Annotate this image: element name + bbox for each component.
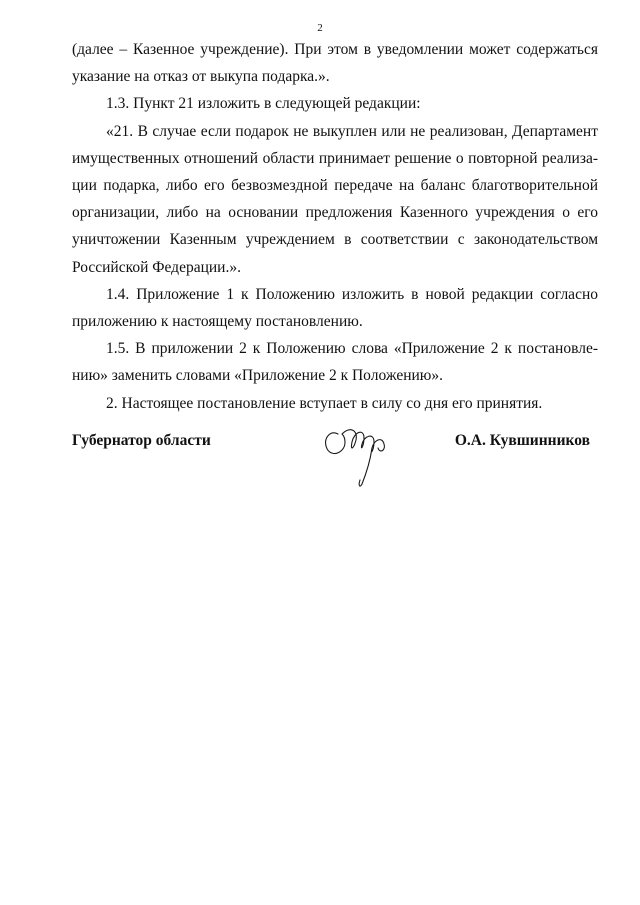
paragraph-item-1-5: 1.5. В приложении 2 к Положению слова «Приложение 2 к постановлению» заменить словами «Приложение 2 к Положению». — [72, 340, 598, 385]
page-number: 2 — [317, 22, 323, 34]
signer-position: Губернатор области — [72, 432, 211, 449]
paragraph-item-21-text: «21. В случае если подарок не выкуплен или не реализован, Департамент имущественных отношений области принимает решение о повторной реализации подарка, либо его безвозмездной передаче на баланс благотворительной организации, либо на основании предложения Казенного учреждения о его уничтожении Казенным учреждением в соответствии с законодательством Российской Федерации.». — [72, 122, 598, 276]
signer-name: О.А. Кувшинников — [454, 432, 590, 449]
document-body — [72, 36, 598, 417]
paragraph-item-2: 2. Настоящее постановление вступает в силу со дня его принятия. — [106, 394, 543, 412]
signature-block — [72, 432, 590, 502]
paragraph-item-1-4: 1.4. Приложение 1 к Положению изложить в новой редакции согласно приложению к настоящему постановлению. — [72, 285, 598, 331]
paragraph-continuation: (далее – Казенное учреждение). При этом в уведомлении может содержаться указание на отказ от выкупа подарка.». — [72, 41, 598, 86]
handwritten-signature-icon — [320, 420, 400, 492]
paragraph-item-1-3: 1.3. Пункт 21 изложить в следующей редакции: — [106, 95, 421, 113]
